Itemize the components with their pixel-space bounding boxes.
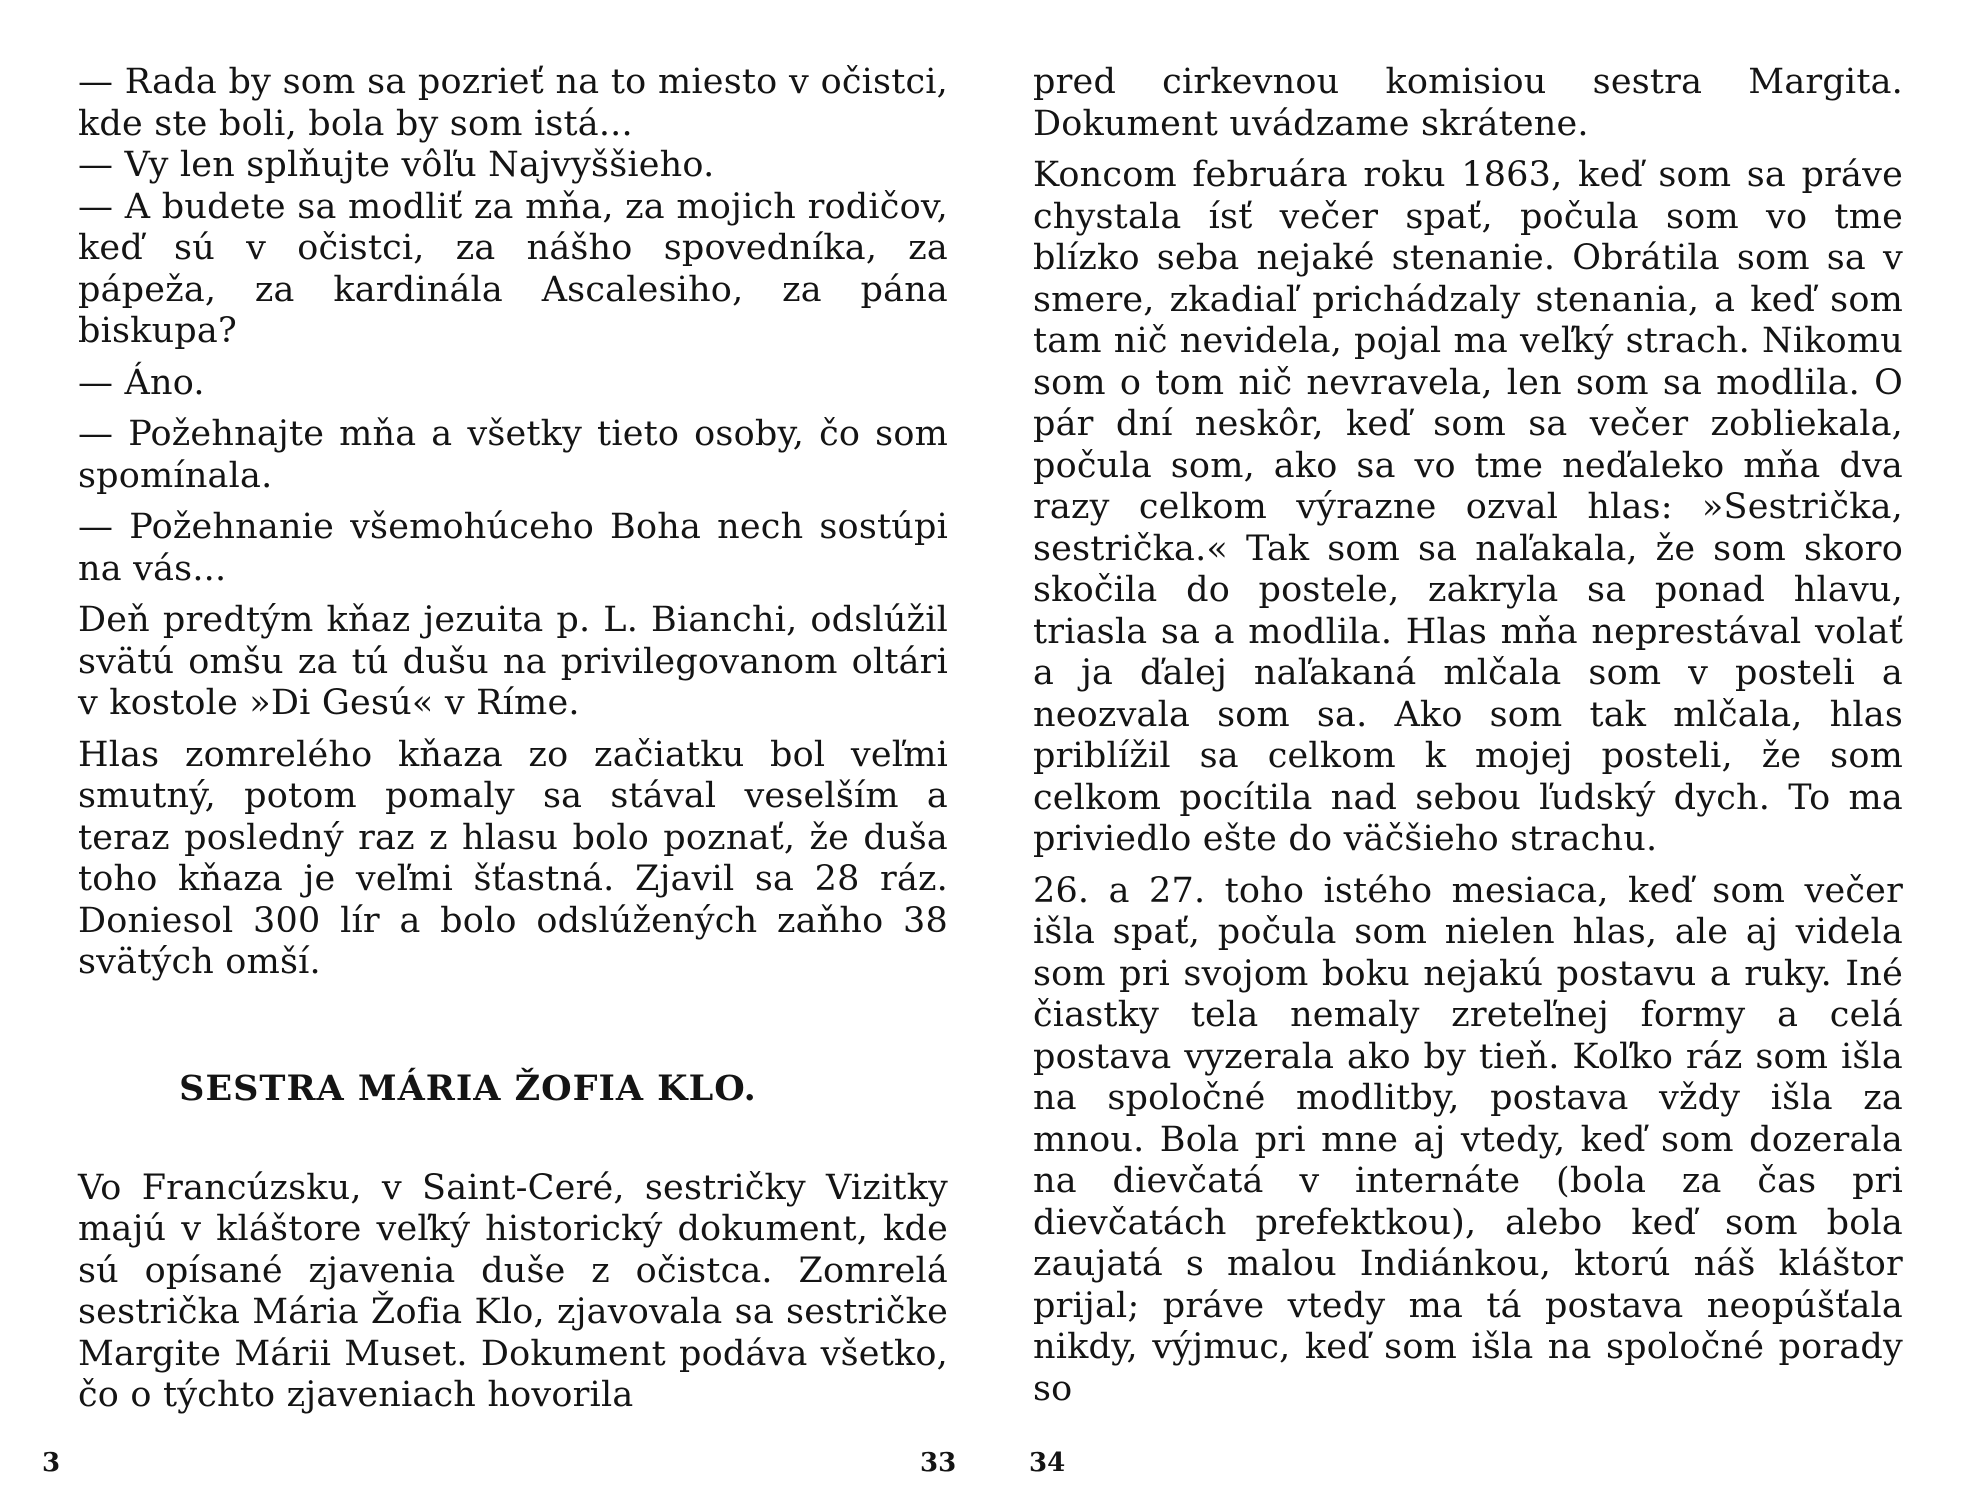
body-paragraph: pred cirkevnou komisiou sestra Margita. Dokument uvádzame skrátene. [1033,62,1903,144]
body-paragraph: Deň predtým kňaz jezuita p. L. Bianchi, odslúžil svätú omšu za tú dušu na privilegovanom oltári v kostole »Di Gesú« v Ríme. [78,600,948,723]
dialogue-paragraph: — Požehnajte mňa a všetky tieto osoby, čo som spomínala. [78,414,948,496]
dialogue-paragraph: — Rada by som sa pozrieť na to miesto v očistci, kde ste boli, bola by som istá... [78,62,948,144]
right-text-column [1033,62,1903,1410]
dialogue-paragraph: — Áno. [78,362,205,403]
dialogue-paragraph: — Vy len splňujte vôľu Najvyššieho. [78,145,715,185]
body-paragraph: Hlas zomrelého kňaza zo začiatku bol veľmi smutný, potom pomaly sa stával veselším a teraz posledný raz z hlasu bolo poznať, že duša toho kňaza je veľmi šťastná. Zjavil sa 28 ráz. Doniesol 300 lír a bolo odslúžených zaňho 38 svätých omší. [78,734,948,982]
page-number-left: 33 [920,1448,957,1478]
left-text-column [78,62,948,1417]
page-number-right: 34 [1029,1448,1066,1478]
body-paragraph: Koncom februára roku 1863, keď som sa práve chystala ísť večer spať, počula som vo tme blízko seba nejaké stenanie. Obrátila som sa v smere, zkadiaľ prichádzaly stenania, a keď som tam nič nevidela, pojal ma veľký strach. Nikomu som o tom nič nevravela, len som sa modlila. O pár dní neskôr, keď som sa večer zobliekala, počula som, ako sa vo tme neďaleko mňa dva razy celkom výrazne ozval hlas: »Sestrička, sestrička.« Tak som sa naľakala, že som skoro skočila do postele, zakryla sa ponad hlavu, triasla sa a modlila. Hlas mňa neprestával volať a ja ďalej naľakaná mlčala som v posteli a neozvala som sa. Ako som tak mlčala, hlas priblížil sa celkom k mojej posteli, že som celkom pocítila nad sebou ľudský dych. To ma priviedlo ešte do väčšieho strachu. [1033,155,1903,859]
dialogue-paragraph: — A budete sa modliť za mňa, za mojich rodičov, keď sú v očistci, za nášho spovedníka, za pápeža, za kardinála Ascalesiho, za pána biskupa? [78,186,948,351]
right-page [989,0,1978,1500]
body-paragraph: 26. a 27. toho istého mesiaca, keď som večer išla spať, počula som nielen hlas, ale aj videla som pri svojom boku nejakú postavu a ruky. Iné čiastky tela nemaly zreteľnej formy a celá postava vyzerala ako by tieň. Koľko ráz som išla na spoločné modlitby, postava vždy išla za mnou. Bola pri mne aj vtedy, keď som dozerala na dievčatá v internáte (bola za čas pri dievčatách prefektkou), alebo keď som bola zaujatá s malou Indiánkou, ktorú náš kláštor prijal; práve vtedy ma tá postava neopúšťala nikdy, výjmuc, keď som išla na spoločné porady so [1033,870,1903,1409]
dialogue-paragraph: — Požehnanie všemohúceho Boha nech sostúpi na vás... [78,507,948,589]
section-heading: SESTRA MÁRIA ŽOFIA KLO. [179,1067,757,1109]
body-paragraph: Vo Francúzsku, v Saint-Ceré, sestričky Vizitky majú v kláštore veľký historický dokument, kde sú opísané zjavenia duše z očistca. Zomrelá sestrička Mária Žofia Klo, zjavovala sa sestričke Margite Márii Muset. Dokument podáva všetko, čo o týchto zjaveniach hovorila [78,1167,948,1415]
page-number-left-small: 3 [42,1448,61,1478]
